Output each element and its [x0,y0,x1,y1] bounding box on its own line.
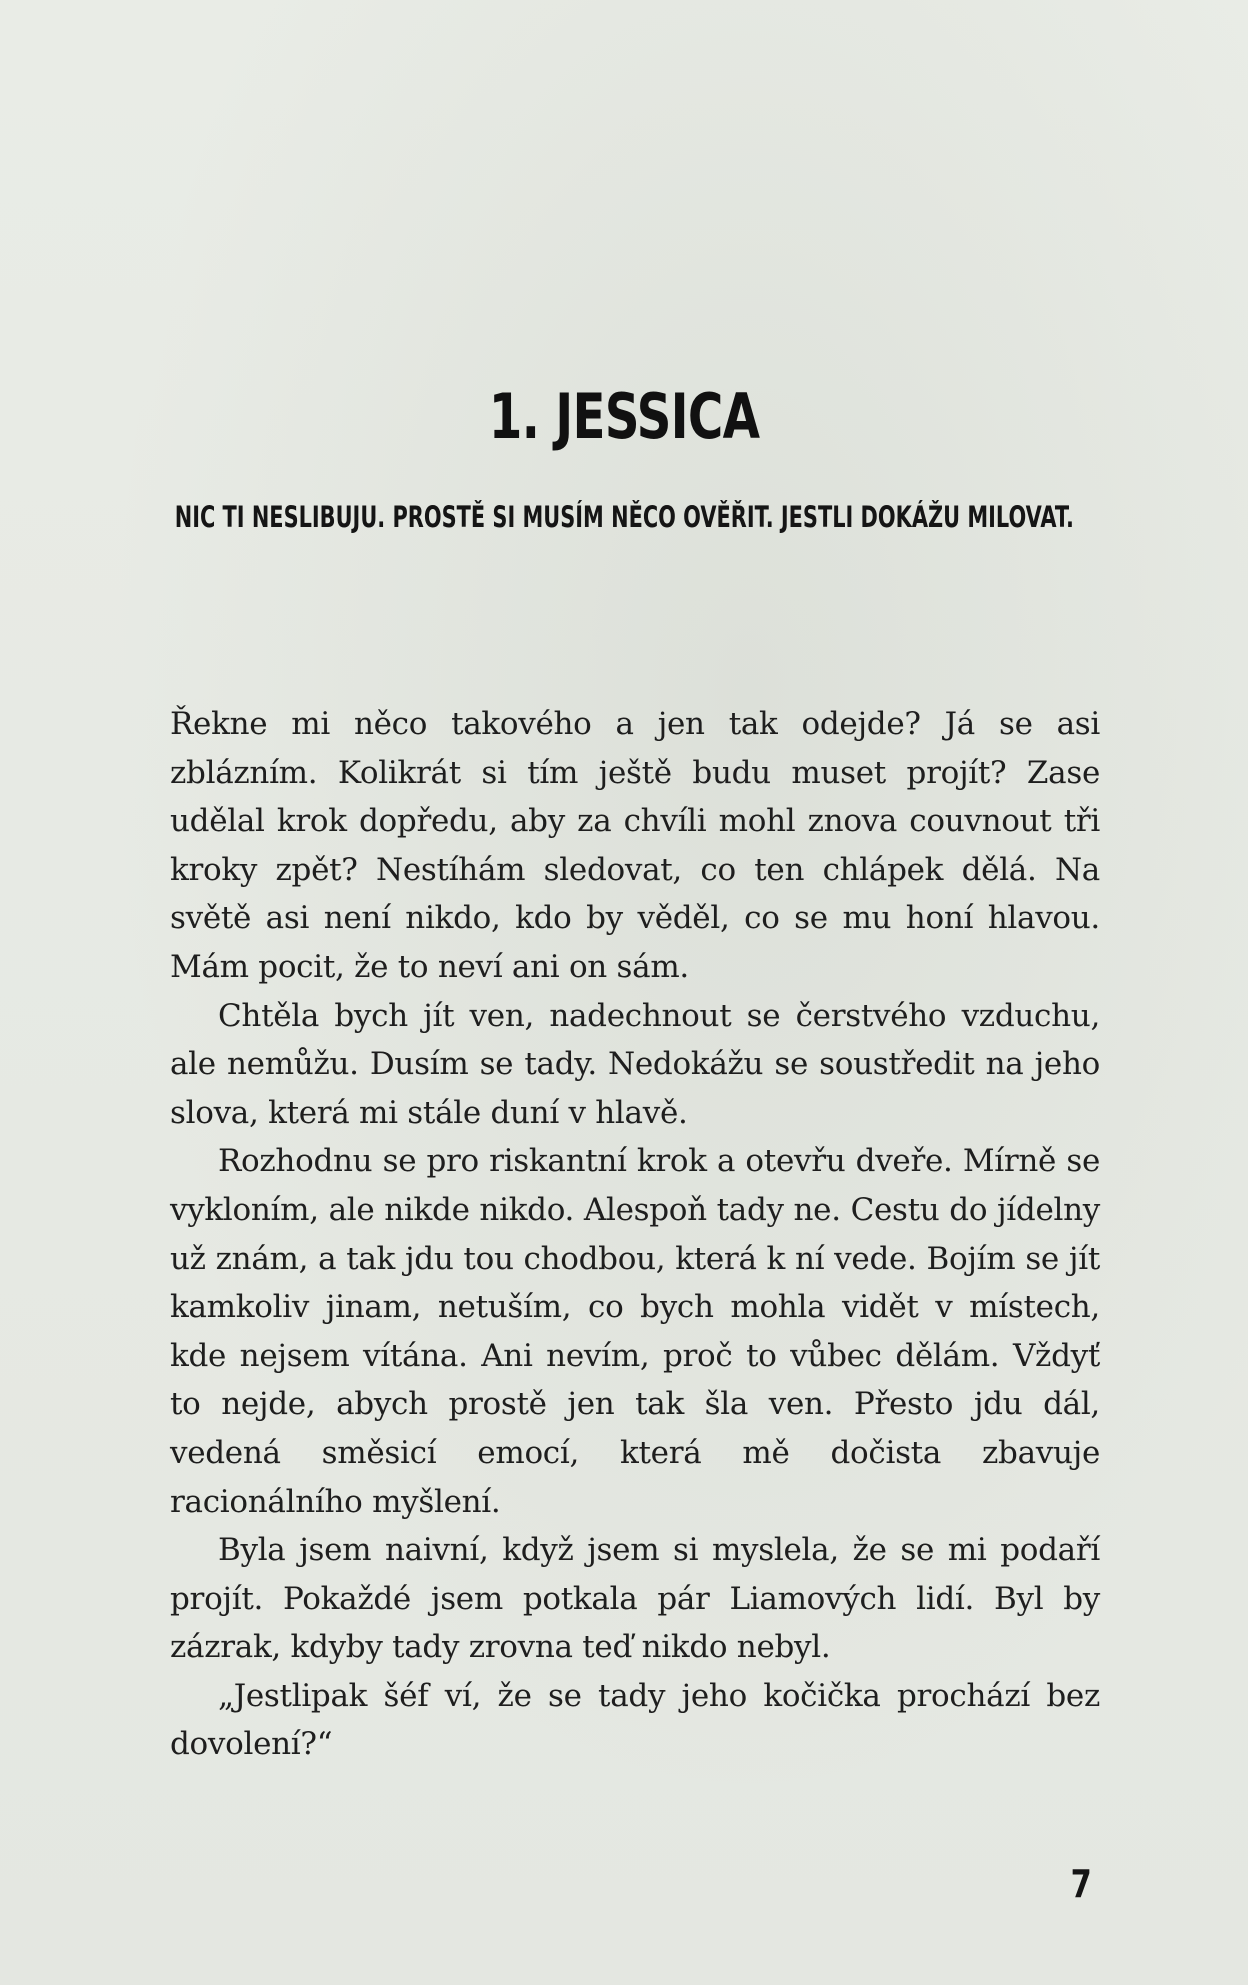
chapter-epigraph: NIC TI NESLIBUJU. PROSTĚ SI MUSÍM NĚCO OVĚŘIT. JESTLI DOKÁŽU MILOVAT. [174,500,1074,534]
body-text [170,700,1100,1769]
paragraph-2: Chtěla bych jít ven, nadechnout se čerstvého vzduchu, ale nemůžu. Dusím se tady. Nedokážu se soustředit na jeho slova, která mi stále duní v hlavě. [170,997,1100,1131]
page-number: 7 [1070,1862,1092,1906]
paragraph-5: „Jestlipak šéf ví, že se tady jeho kočička prochází bez dovolení?“ [170,1677,1100,1763]
chapter-title: 1. JESSICA [488,380,760,453]
paragraph-1: Řekne mi něco takového a jen tak odejde? Já se asi zblázním. Kolikrát si tím ještě budu muset projít? Zase udělal krok dopředu, aby za chvíli mohl znova couvnout tři kroky zpět? Nestíhám sledovat, co ten chlápek dělá. Na světě asi není nikdo, kdo by věděl, co se mu honí hlavou. Mám pocit, že to neví ani on sám. [170,706,1100,985]
paragraph-3: Rozhodnu se pro riskantní krok a otevřu dveře. Mírně se vykloním, ale nikde nikdo. Alespoň tady ne. Cestu do jídelny už znám, a tak jdu tou chodbou, která k ní vede. Bojím se jít kamkoliv jinam, netuším, co bych mohla vidět v místech, kde nejsem vítána. Ani nevím, proč to vůbec dělám. Vždyť to nejde, abych prostě jen tak šla ven. Přesto jdu dál, vedená směsicí emocí, která mě dočista zbavuje racionálního myšlení. [170,1143,1100,1520]
paragraph-4: Byla jsem naivní, když jsem si myslela, že se mi podaří projít. Pokaždé jsem potkala pár Liamových lidí. Byl by zázrak, kdyby tady zrovna teď nikdo nebyl. [170,1532,1100,1666]
